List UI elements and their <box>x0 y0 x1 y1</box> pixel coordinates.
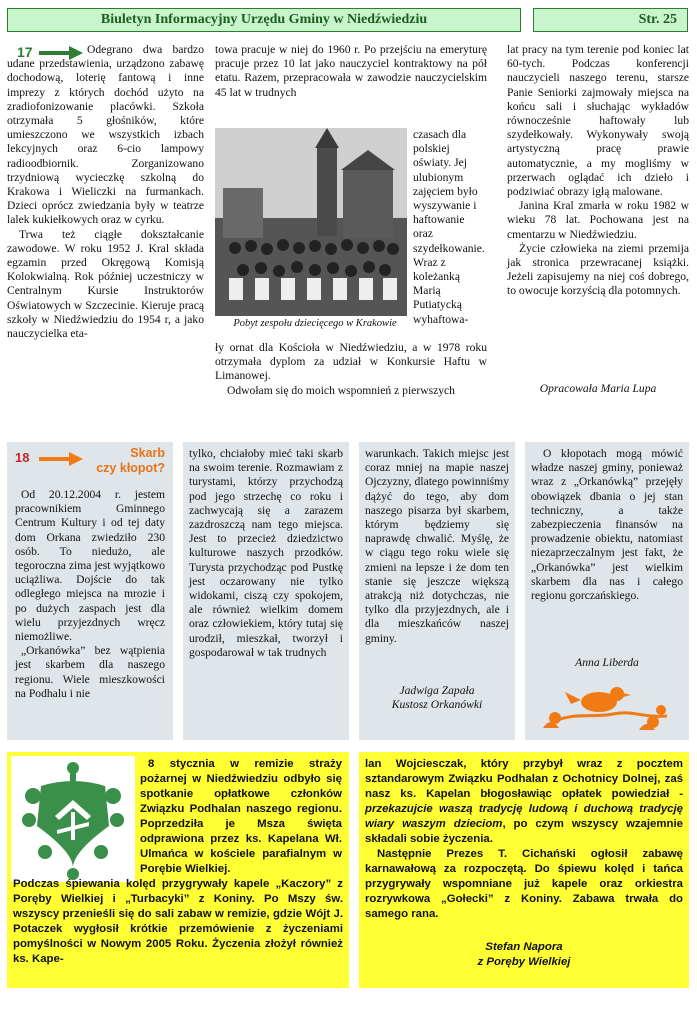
article-18-heading <box>9 446 171 482</box>
article-17-column-3 <box>507 43 689 299</box>
paragraph: ły ornat dla Kościoła w Niedźwiedziu, a w 1978 roku otrzymała dyplom za udział w Konkursie Haftu w Limanowej. <box>215 341 487 383</box>
paragraph: O kłopotach mogą mówić władze naszej gminy, ponieważ wraz z „Orkanówką” przejęły obowiązek dbania o jej stan techniczny, a także zabezpieczenia finansów na prowadzenie obiektu, natomiast niezaprzeczalnym jest fakt, że „Orkanówka” jest wielkim skarbem dla nas i całego regionu gorczańskiego. <box>531 447 683 603</box>
quote: przekazujcie waszą tradycję ludową i duchową tradycję wiary waszym dzieciom <box>365 803 683 830</box>
paragraph: tylko, chciałoby mieć taki skarb na swoim terenie. Rozmawiam z turystami, którzy przychodzą pod jego strzechę co roku i zachwycają się a zarazem zazdroszczą nam tego miejsca. Jest to przecież dziedzictwo kulturowe naszych przodków. Turysta przychodząc pod Pustkę jest oczarowany nie tylko widokami, ciszą czy spokojem, ale również wielkim domem oraz człowiekiem, który tutaj się urodził, mieszkał, tworzył i gospodarował w tak trudnych <box>189 447 343 659</box>
paragraph: czasach dla polskiej oświaty. Jej ulubionym zajęciem było wyszywanie i haftowanie oraz szydełkowanie. Wraz z koleżanką Marią Putiatycką wyhaftowa- <box>413 128 485 326</box>
paragraph: towa pracuje w niej do 1960 r. Po przejściu na emeryturę pracuje przez 10 lat jako nauczyciel kontraktowy na pół etatu. Razem, przepracowała w zawodzie nauczycielskim 45 lat w trudnych <box>215 43 487 99</box>
bottom-article-right-text <box>365 757 683 922</box>
podhale-emblem <box>11 756 135 882</box>
signature-name: Jadwiga Zapała <box>399 684 475 697</box>
text-run: , po czym wszyscy wzajemnie składali sobie życzenia. <box>365 818 683 845</box>
article-number: 18 <box>15 450 30 465</box>
photo-caption: Pobyt zespołu dziecięcego w Krakowie <box>233 318 397 329</box>
article-17-column-2 <box>215 43 487 100</box>
bulletin-title-bar <box>7 8 521 32</box>
paragraph: Odwołam się do moich wspomnień z pierwszych <box>227 383 455 397</box>
article-17-column-2-bottom <box>215 341 487 398</box>
union-crest-icon <box>11 756 135 882</box>
signature-name: Stefan Napora <box>485 941 563 953</box>
signature: Opracowała Maria Lupa <box>539 382 657 395</box>
arrow-right-icon <box>39 452 83 466</box>
paragraph: Od 20.12.2004 r. jestem pracownikiem Gminnego Centrum Kultury i od tej daty dom Orkana zwiedziło 230 osób. To niedużo, ale tegoroczna zima jest wyjątkowo uciążliwa. Dojście do tak odległego miejsca na mrozie i po dużych zaspach jest dla wielu przyjezdnych wręcz niemożliwe. <box>15 488 165 644</box>
bulletin-title: Biuletyn Informacyjny Urzędu Gminy w Niedźwiedziu <box>100 12 428 27</box>
title-line: czy kłopot? <box>96 461 165 475</box>
article-18-column-4 <box>531 447 683 603</box>
article-17-column-1 <box>7 43 204 341</box>
group-photo <box>215 128 407 316</box>
signature-place: z Poręby Wielkiej <box>477 956 571 968</box>
paragraph: Odegrano dwa bardzo udane przedstawienia, urządzono zabawę dochodową, loterię fantową i inne imprezy z których dochód użyto na zradiofonizowanie placówki. Szkoła otrzymała 5 głośników, które umieszczono we wszystkich izbach lekcyjnych oraz 6-cio lampowy radioodbiornik. Zorganizowano trzydniową wycieczkę szkolną do Krakowa i Wieliczki na furmankach. Dzieci oprócz zwiedzania były w teatrze lalek kukiełkowych oraz w cyrku. <box>7 43 204 227</box>
paragraph: warunkach. Takich miejsc jest coraz mniej na mapie naszej Ojczyzny, dlatego powinniśmy dążyć do tego, aby dom naszego pisarza był skarbem, którym będziemy się naprawdę chwalić. Myślę, że w ciągu tego roku wiele się zmieni na lepsze i że dom ten stanie się jeszcze większą atrakcją niż dotychczas, nie tylko dla przyjezdnych, ale i dla mieszkańców naszej gminy. <box>365 447 509 645</box>
title-line: Skarb <box>130 446 165 460</box>
article-18-column-3 <box>365 447 509 646</box>
article-18-column-1 <box>15 488 165 701</box>
bird-ornament-icon <box>543 678 675 732</box>
page-number: Str. 25 <box>638 12 677 27</box>
article-18-title <box>96 446 165 476</box>
signature <box>365 940 683 970</box>
signature <box>365 684 509 712</box>
article-number: 17 <box>17 44 33 60</box>
paragraph: „Orkanówka” bez wątpienia jest skarbem dla naszego regionu. Wiele mieszkowości na Podhalu i nie <box>15 644 165 700</box>
article-17-column-2-wrap <box>413 128 485 327</box>
paragraph: lat pracy na tym terenie pod koniec lat 60-tych. Podczas konferencji nauczycieli naszego terenu, starsze Panie Seniorki zajmowały miejsca na końcu sali i słuchając wykładów równocześnie haftowały lub szydełkowały. Wykonywały swoją artystyczną pracę prawie automatycznie, a my mogliśmy w przerwach oglądać ich dzieło i podziwiać obrazy igłą malowane. <box>507 43 689 199</box>
paragraph: Życie człowieka na ziemi przemija jak stronica przewracanej książki. Jeżeli zapisujemy na niej coś dobrego, to owocuje korzyścią dla potomnych. <box>507 241 689 298</box>
signature: Anna Liberda <box>575 656 639 669</box>
castle-illustration <box>215 128 407 316</box>
paragraph: Następnie Prezes T. Cichański ogłosił zabawę karnawałową za rozpoczętą. Do śpiewu kolęd i tańca przygrywały wspomniane już kapele oraz orkiestra rozrywkowa „Gołecki” z Koniny. Zabawa trwała do samego rana. <box>365 848 683 920</box>
signature-role: Kustosz Orkanówki <box>391 698 483 711</box>
bottom-article-left-intro: 8 stycznia w remizie straży pożarnej w Niedźwiedziu odbyło się spotkanie opłatkowe członków Związku Podhalan naszego regionu. Poprzedziła je Msza święta odprawiona przez ks. Kapelana Wł. Ulmańca w kościele parafialnym w Porębie Wielkiej. <box>140 758 342 875</box>
page-number-box <box>533 8 688 32</box>
paragraph: Janina Kral zmarła w roku 1982 w wieku 78 lat. Pochowana jest na cmentarzu w Niedźwiedziu. <box>507 199 689 241</box>
bottom-article-left-rest: Podczas śpiewania kolęd przygrywały kapele „Kaczory” z Poręby Wielkiej i „Turbacyki” z Koniny. Po Mszy św. wszyscy przenieśli się do sali zabaw w remizie, gdzie Wójt J. Potaczek wygłosił krótkie przemówienie z życzeniami pomyślności w Nowym 2005 Roku. Życzenia złożył również ks. Kape- <box>13 878 343 965</box>
article-18-column-2 <box>189 447 343 660</box>
paragraph: Trwa też ciągłe dokształcanie zawodowe. W roku 1952 J. Kral składa egzamin przed Okręgową Komisją Kolokwialną. Rok później uczestniczy w Centralnym Kursie Instruktorów Oświatowych w Szczecinie. Kieruje pracą szkoły w Niedźwiedziu do 1954 r, a jako nauczycielka eta- <box>7 227 204 341</box>
text-run: lan Wojciesczak, który przybył wraz z pocztem sztandarowym Związku Podhalan z Ochotnicy Dolnej, zaś nasz ks. Kapelan błogosławiąc opłatek powiedział - <box>365 758 683 800</box>
